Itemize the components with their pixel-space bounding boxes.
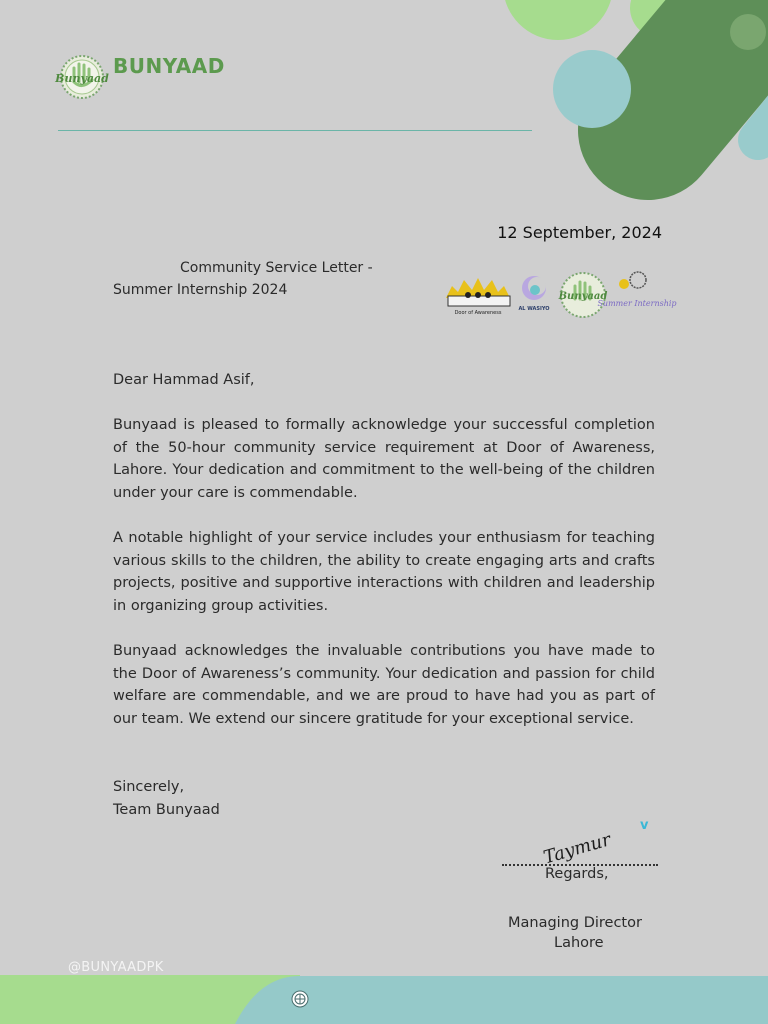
partner-logos — [444, 268, 677, 322]
summer-internship-label: Summer Internship — [597, 299, 677, 308]
signatory-title: Managing Director — [508, 915, 642, 931]
closing-team: Team Bunyaad — [113, 801, 220, 818]
closing-sincerely: Sincerely, — [113, 779, 185, 795]
deco-dark-green-stroke — [648, 20, 740, 130]
logo-text: Bunyaad — [55, 72, 109, 85]
regards: Regards, — [545, 866, 609, 882]
letter-body — [113, 369, 655, 753]
deco-teal-circle — [553, 50, 631, 128]
bunyaad-logo — [52, 52, 112, 102]
subject-line-2: Summer Internship 2024 — [113, 282, 288, 298]
check-mark: v — [640, 818, 649, 833]
signatory-city: Lahore — [554, 935, 604, 951]
deco-small-green-dot — [730, 14, 766, 50]
deco-teal-stroke — [758, 100, 768, 140]
bunyaad-partner-label: Bunyaad — [558, 291, 608, 302]
al-wasiyo-logo — [518, 276, 549, 312]
globe-icon[interactable] — [290, 989, 310, 1009]
deco-light-green-blob — [503, 0, 613, 40]
door-of-awareness-label: Door of Awareness — [454, 310, 502, 316]
al-wasiyo-label: AL WASIYO — [518, 306, 550, 312]
door-of-awareness-logo — [446, 278, 510, 316]
brand-name: BUNYAAD — [113, 54, 225, 78]
social-handle[interactable]: @BUNYAADPK — [68, 960, 164, 975]
salutation: Dear Hammad Asif, — [113, 372, 255, 388]
subject-line-1: Community Service Letter - — [180, 260, 373, 276]
letter-date: 12 September, 2024 — [497, 223, 662, 242]
bunyaad-partner-logo — [558, 273, 608, 317]
letter-subject — [113, 257, 373, 301]
closing — [113, 776, 220, 821]
header-divider — [58, 130, 532, 131]
paragraph-3: Bunyaad acknowledges the invaluable contributions you have made to the Door of Awareness’s community. Your dedication and passion for child welfare are commendable, and we are proud to have had you as part of our team. We extend our sincere gratitude for your exceptional service. — [113, 643, 655, 727]
signature-text: Taymur — [541, 829, 614, 869]
paragraph-1: Bunyaad is pleased to formally acknowledge your successful completion of the 50-hour community service requirement at Door of Awareness, Lahore. Your dedication and commitment to the well-being of the children under your care is commendable. — [113, 417, 655, 501]
signature — [538, 816, 628, 869]
footer-teal-band — [235, 976, 768, 1024]
paragraph-2: A notable highlight of your service includes your enthusiasm for teaching various skills to the children, the ability to create engaging arts and crafts projects, positive and supportive interactions with children and leadership in organizing group activities. — [113, 530, 655, 614]
